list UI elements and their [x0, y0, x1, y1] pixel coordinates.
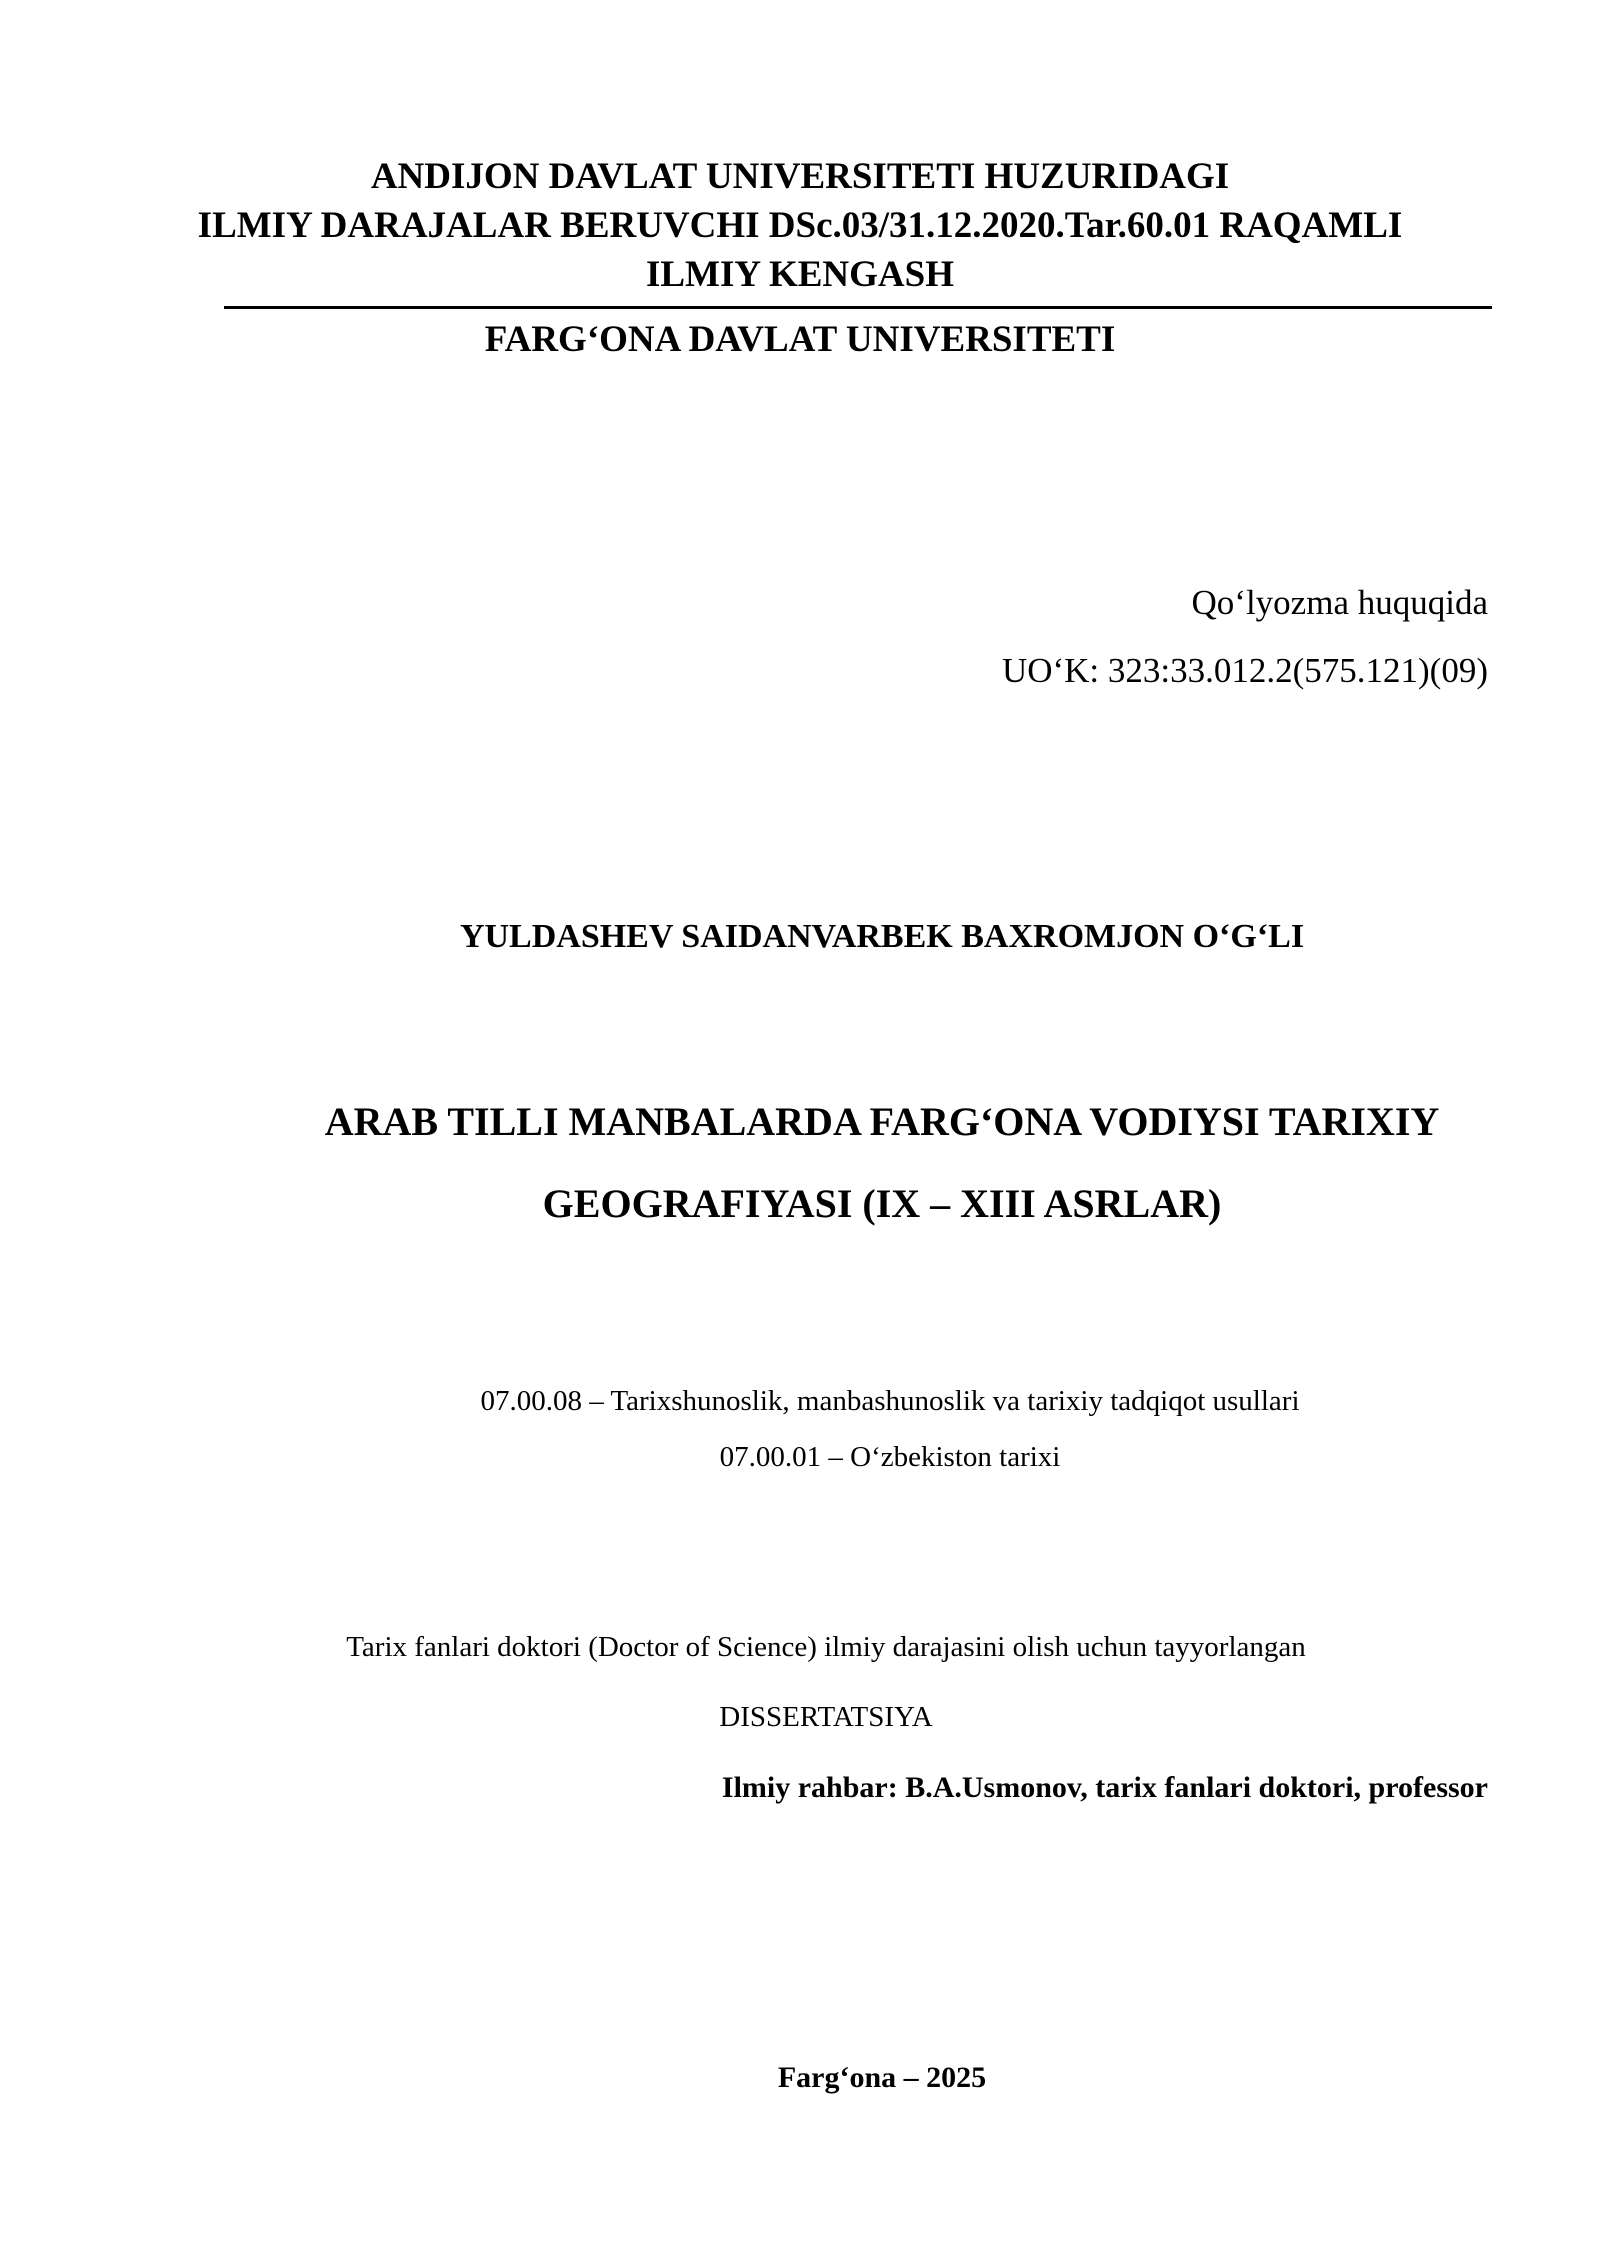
specialty-2: 07.00.01 – O‘zbekiston tarixi — [719, 1441, 1061, 1473]
document-type: DISSERTATSIYA — [719, 1701, 933, 1733]
degree-purpose: Tarix fanlari doktori (Doctor of Science) ilmiy darajasini olish uchun tayyorlangan — [346, 1631, 1306, 1663]
council-header-line-1: ANDIJON DAVLAT UNIVERSITETI HUZURIDAGI — [370, 156, 1230, 197]
place-and-year: Farg‘ona – 2025 — [777, 2061, 987, 2094]
dissertation-title-line-1: ARAB TILLI MANBALARDA FARG‘ONA VODIYSI TARIXIY — [324, 1099, 1440, 1144]
council-header-line-2: ILMIY DARAJALAR BERUVCHI DSc.03/31.12.2020.Tar.60.01 RAQAMLI — [197, 205, 1403, 246]
udc-code: UO‘K: 323:33.012.2(575.121)(09) — [1001, 651, 1488, 690]
author-name: YULDASHEV SAIDANVARBEK BAXROMJON O‘G‘LI — [459, 918, 1305, 955]
dissertation-title-line-2: GEOGRAFIYASI (IX – XIII ASRLAR) — [542, 1181, 1222, 1226]
header-divider — [224, 306, 1492, 309]
council-header-line-3: ILMIY KENGASH — [645, 254, 955, 295]
scientific-adviser: Ilmiy rahbar: B.A.Usmonov, tarix fanlari doktori, professor — [721, 1771, 1488, 1804]
manuscript-rights: Qo‘lyozma huquqida — [1191, 583, 1488, 622]
institution-name: FARG‘ONA DAVLAT UNIVERSITETI — [484, 319, 1116, 360]
specialty-1: 07.00.08 – Tarixshunoslik, manbashunoslik va tarixiy tadqiqot usullari — [480, 1385, 1300, 1417]
